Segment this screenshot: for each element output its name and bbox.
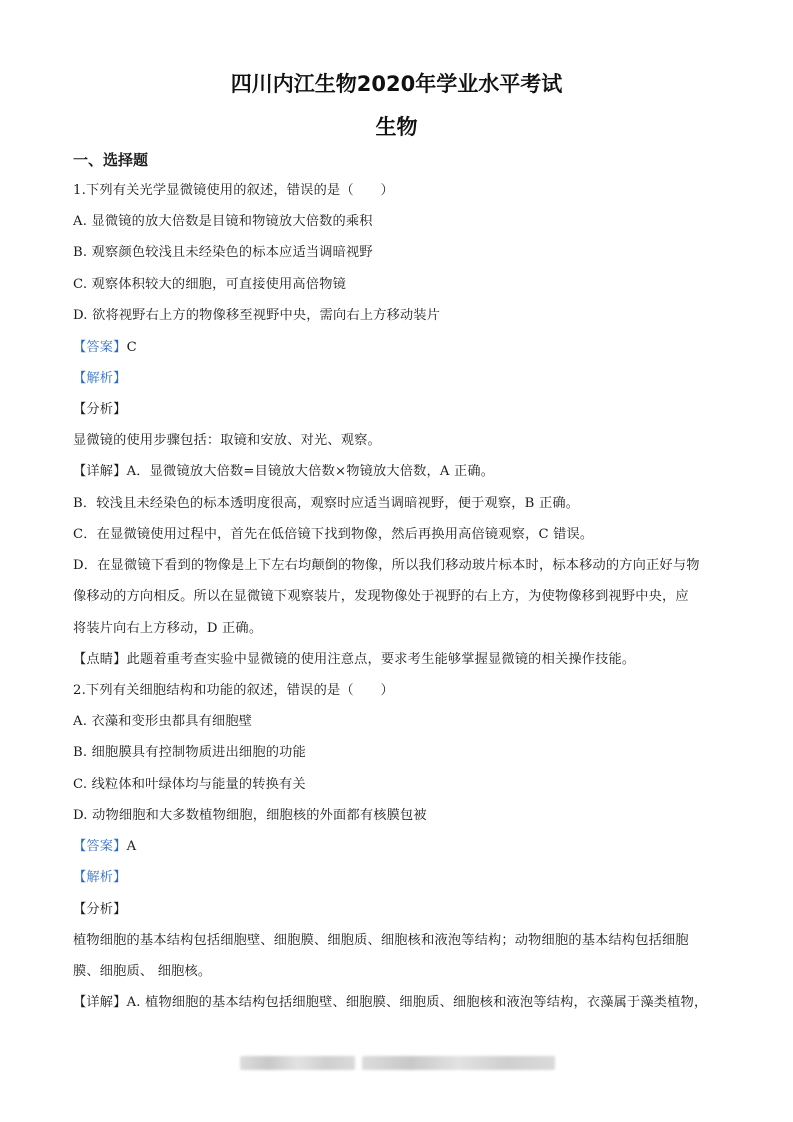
q1-xiangjie-a — [73, 463, 723, 481]
q1-fenxi: 显微镜的使用步骤包括：取镜和安放、对光、观察。 — [73, 433, 381, 448]
answer-tag: 【答案】 — [73, 340, 127, 355]
dianjing-tag: 【点睛】 — [73, 652, 127, 667]
q1-xiangjie-d2: 像移动的方向相反。所以在显微镜下观察装片，发现物像处于视野的右上方，为使物像移到视野中央，应 — [73, 589, 689, 604]
q2-xiangjie-a — [73, 994, 723, 1012]
q1-option-d: D. 欲将视野右上方的物像移至视野中央，需向右上方移动装片 — [73, 308, 441, 323]
q1-answer — [73, 339, 723, 357]
q1-dianjing — [73, 651, 723, 669]
answer-value: C — [126, 340, 137, 355]
q2-fenxi1: 植物细胞的基本结构包括细胞壁、细胞膜、细胞质、细胞核和液泡等结构；动物细胞的基本结构包括细胞 — [73, 933, 689, 948]
document-title: 四川内江生物2020年学业水平考试 — [230, 72, 563, 96]
q2-option-b: B. 细胞膜具有控制物质进出细胞的功能 — [73, 745, 306, 760]
q1-xiangjie-d1: D．在显微镜下看到的物像是上下左右均颠倒的物像，所以我们移动玻片标本时，标本移动的方向正好与物 — [73, 558, 700, 573]
q2-fenxi-tag: 【分析】 — [73, 902, 127, 917]
q2-stem: 2.下列有关细胞结构和功能的叙述，错误的是（ ） — [73, 683, 394, 698]
q1-option-c: C. 观察体积较大的细胞，可直接使用高倍物镜 — [73, 277, 346, 292]
q2-option-d: D. 动物细胞和大多数植物细胞，细胞核的外面都有核膜包被 — [73, 808, 427, 823]
q1-stem: 1.下列有关光学显微镜使用的叙述，错误的是（ ） — [73, 183, 394, 198]
q1-xiangjie-c: C．在显微镜使用过程中，首先在低倍镜下找到物像，然后再换用高倍镜观察，C 错误。 — [73, 527, 594, 542]
xiangjie-tag: 【详解】 — [73, 995, 127, 1010]
xiangjie-a-text: A. 植物细胞的基本结构包括细胞壁、细胞膜、细胞质、细胞核和液泡等结构，衣藻属于藻类植物， — [126, 995, 708, 1010]
q2-answer — [73, 838, 723, 856]
footer-watermark — [362, 1056, 555, 1070]
q1-xiangjie-d3: 将装片向右上方移动，D 正确。 — [73, 621, 263, 636]
q2-option-c: C. 线粒体和叶绿体均与能量的转换有关 — [73, 777, 306, 792]
q1-fenxi-tag: 【分析】 — [73, 402, 127, 417]
xiangjie-a-text: A．显微镜放大倍数=目镜放大倍数×物镜放大倍数，A 正确。 — [126, 464, 495, 479]
q1-xiangjie-b: B．较浅且未经染色的标本透明度很高，观察时应适当调暗视野，便于观察，B 正确。 — [73, 496, 580, 511]
q1-option-b: B. 观察颜色较浅且未经染色的标本应适当调暗视野 — [73, 245, 373, 260]
q2-option-a: A. 衣藻和变形虫都具有细胞壁 — [73, 714, 253, 729]
q2-analysis-tag: 【解析】 — [73, 870, 127, 885]
footer-watermark — [240, 1056, 355, 1070]
section-heading: 一、选择题 — [73, 151, 149, 169]
dianjing-text: 此题着重考查实验中显微镜的使用注意点，要求考生能够掌握显微镜的相关操作技能。 — [126, 652, 636, 667]
xiangjie-tag: 【详解】 — [73, 464, 127, 479]
q1-analysis-tag: 【解析】 — [73, 371, 127, 386]
q1-option-a: A. 显微镜的放大倍数是目镜和物镜放大倍数的乘积 — [73, 214, 373, 229]
answer-value: A — [126, 839, 137, 854]
answer-tag: 【答案】 — [73, 839, 127, 854]
q2-fenxi2: 膜、细胞质、 细胞核。 — [73, 964, 212, 979]
document-subtitle: 生物 — [375, 115, 418, 139]
